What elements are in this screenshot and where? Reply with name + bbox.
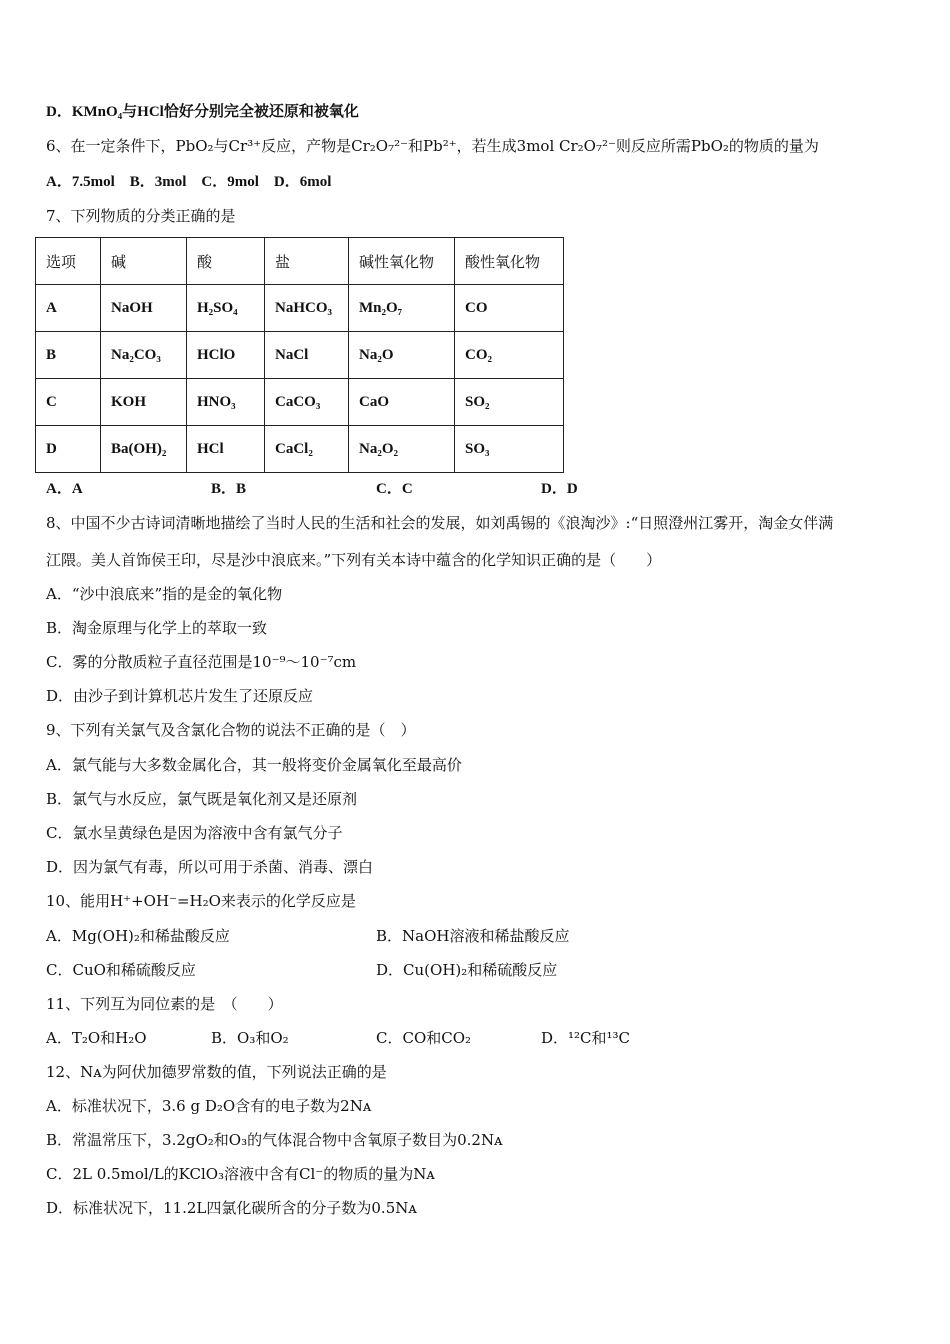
q7-option-c: C．C	[376, 481, 413, 497]
table-cell: HClO	[187, 332, 265, 379]
table-cell: CaO	[349, 379, 455, 426]
table-cell: C	[36, 379, 101, 426]
q8-option-a: A．“沙中浪底来”指的是金的氧化物	[46, 585, 283, 603]
q8-option-c: C．雾的分散质粒子直径范围是10⁻⁹～10⁻⁷cm	[46, 653, 357, 671]
q12-stem: 12、Nᴀ为阿伏加德罗常数的值，下列说法正确的是	[46, 1063, 387, 1081]
table-cell: SO₃	[455, 426, 564, 473]
header-cell: 碱	[101, 238, 187, 285]
q9-option-a: A．氯气能与大多数金属化合，其一般将变价金属氧化至最高价	[46, 756, 462, 774]
q8-stem-line2: 江隈。美人首饰侯王印，尽是沙中浪底来。”下列有关本诗中蕴含的化学知识正确的是（ ）	[46, 551, 662, 569]
table-row	[36, 426, 564, 473]
table-cell: SO₂	[455, 379, 564, 426]
table-row	[36, 379, 564, 426]
q8-option-d: D．由沙子到计算机芯片发生了还原反应	[46, 687, 314, 705]
q11-option-d: D．¹²C和¹³C	[541, 1029, 631, 1047]
table-cell: CO	[455, 285, 564, 332]
q9-option-c: C．氯水呈黄绿色是因为溶液中含有氯气分子	[46, 824, 343, 842]
q5-option-d: D．KMnO₄与HCl恰好分别完全被还原和被氧化	[46, 104, 359, 120]
q7-option-a: A．A	[46, 481, 83, 497]
table-cell: HCl	[187, 426, 265, 473]
q10-option-a: A．Mg(OH)₂和稀盐酸反应	[46, 927, 230, 945]
q9-option-d: D．因为氯气有毒，所以可用于杀菌、消毒、漂白	[46, 858, 374, 876]
q11-option-b: B．O₃和O₂	[211, 1029, 289, 1047]
table-cell: HNO₃	[187, 379, 265, 426]
q7-option-b: B．B	[211, 481, 247, 497]
q10-stem: 10、能用H⁺+OH⁻=H₂O来表示的化学反应是	[46, 892, 356, 910]
table-header-row	[36, 238, 564, 285]
header-cell: 酸	[187, 238, 265, 285]
q8-option-b: B．淘金原理与化学上的萃取一致	[46, 619, 268, 637]
q12-option-a: A．标准状况下，3.6 g D₂O含有的电子数为2Nᴀ	[46, 1097, 372, 1115]
q7-option-d: D．D	[541, 481, 578, 497]
table-cell: D	[36, 426, 101, 473]
q6-stem: 6、在一定条件下，PbO₂与Cr³⁺反应，产物是Cr₂O₇²⁻和Pb²⁺，若生成3mol Cr₂O₇²⁻则反应所需PbO₂的物质的量为	[46, 137, 819, 155]
table-cell: A	[36, 285, 101, 332]
q10-option-c: C．CuO和稀硫酸反应	[46, 961, 196, 979]
table-cell: NaCl	[265, 332, 349, 379]
q7-stem: 7、下列物质的分类正确的是	[46, 207, 236, 225]
table-cell: NaHCO₃	[265, 285, 349, 332]
q11-stem: 11、下列互为同位素的是 （ ）	[46, 995, 283, 1013]
q12-option-c: C．2L 0.5mol/L的KClO₃溶液中含有Cl⁻的物质的量为Nᴀ	[46, 1165, 435, 1183]
q9-option-b: B．氯气与水反应，氯气既是氧化剂又是还原剂	[46, 790, 358, 808]
table-cell: Na₂O₂	[349, 426, 455, 473]
table-cell: CaCl₂	[265, 426, 349, 473]
q10-option-b: B．NaOH溶液和稀盐酸反应	[376, 927, 570, 945]
table-cell: Na₂CO₃	[101, 332, 187, 379]
table-cell: Ba(OH)₂	[101, 426, 187, 473]
header-cell: 盐	[265, 238, 349, 285]
q10-option-d: D．Cu(OH)₂和稀硫酸反应	[376, 961, 558, 979]
q11-option-c: C．CO和CO₂	[376, 1029, 472, 1047]
table-cell: CO₂	[455, 332, 564, 379]
q6-options: A．7.5mol B．3mol C．9mol D．6mol	[46, 174, 332, 190]
table-cell: B	[36, 332, 101, 379]
table-row	[36, 332, 564, 379]
header-cell: 酸性氧化物	[455, 238, 564, 285]
q12-option-b: B．常温常压下，3.2gO₂和O₃的气体混合物中含氧原子数目为0.2Nᴀ	[46, 1131, 503, 1149]
header-cell: 碱性氧化物	[349, 238, 455, 285]
header-cell: 选项	[36, 238, 101, 285]
classification-table	[35, 237, 564, 473]
q11-option-a: A．T₂O和H₂O	[46, 1029, 147, 1047]
q12-option-d: D．标准状况下，11.2L四氯化碳所含的分子数为0.5Nᴀ	[46, 1199, 417, 1217]
q9-stem: 9、下列有关氯气及含氯化合物的说法不正确的是（ ）	[46, 721, 416, 739]
q8-stem-line1: 8、中国不少古诗词清晰地描绘了当时人民的生活和社会的发展，如刘禹锡的《浪淘沙》:“日照澄州江雾开，淘金女伴满	[46, 514, 834, 532]
table-row	[36, 285, 564, 332]
table-cell: Mn₂O₇	[349, 285, 455, 332]
table-cell: H₂SO₄	[187, 285, 265, 332]
table-cell: KOH	[101, 379, 187, 426]
table-cell: Na₂O	[349, 332, 455, 379]
table-cell: CaCO₃	[265, 379, 349, 426]
table-cell: NaOH	[101, 285, 187, 332]
